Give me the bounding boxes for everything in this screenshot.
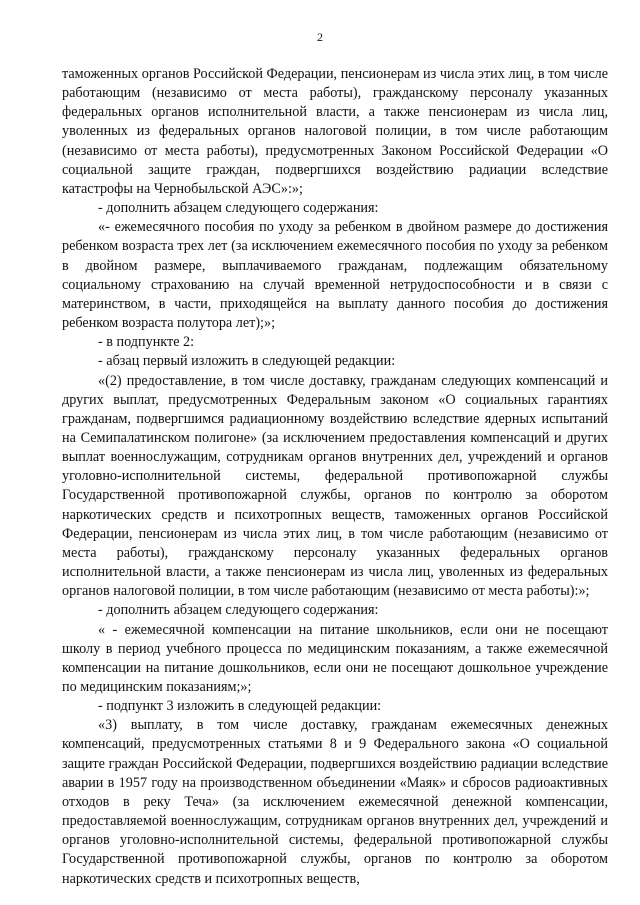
paragraph: - абзац первый изложить в следующей редакции:: [98, 353, 396, 370]
paragraph: - дополнить абзацем следующего содержания:: [98, 200, 379, 217]
paragraph: «3) выплату, в том числе доставку, гражданам ежемесячных денежных компенсаций, предусмотренных статьями 8 и 9 Федерального закона «О социальной защите граждан Российской Федерации, подвергшихся воздействию радиации вследствие аварии в 1957 году на производственном объединении «Маяк» и сбросов радиоактивных отходов в реку Теча» (за исключением ежемесячной денежной компенсации, предоставляемой военнослужащим, сотрудникам органов внутренних дел, учреждений и органов уголовно-исполнительной системы, федеральной противопожарной службы Государственной противопожарной службы, органов по контролю за оборотом наркотических средств и психотропных веществ,: [62, 717, 608, 887]
page-number: 2: [317, 30, 323, 44]
paragraph: - в подпункте 2:: [98, 334, 195, 351]
paragraph: - подпункт 3 изложить в следующей редакции:: [98, 698, 382, 715]
paragraph: «- ежемесячного пособия по уходу за ребенком в двойном размере до достижения ребенком возраста трех лет (за исключением ежемесячного пособия по уходу за ребенком в двойном размере, выплачиваемого гражданам, подлежащим обязательному социальному страхованию на случай временной нетрудоспособности и в связи с материнством, в части, приходящейся на выплату данного пособия до достижения ребенком возраста полутора лет);»;: [62, 219, 608, 332]
paragraph: « - ежемесячной компенсации на питание школьников, если они не посещают школу в период учебного процесса по медицинским показаниям, а также ежемесячной компенсации на питание дошкольников, если они не посещают дошкольное учреждение по медицинским показаниям;»;: [62, 621, 608, 695]
paragraph: - дополнить абзацем следующего содержания:: [98, 602, 379, 619]
paragraph: таможенных органов Российской Федерации, пенсионерам из числа этих лиц, в том числе работающим (независимо от места работы), гражданскому персоналу указанных федеральных органов исполнительной власти, а также пенсионерам из числа лиц, уволенных из федеральных органов налоговой полиции, в том числе работающим (независимо от места работы), предусмотренных Законом Российской Федерации «О социальной защите граждан, подвергшихся воздействию радиации вследствие катастрофы на Чернобыльской АЭС»:»;: [62, 66, 608, 197]
paragraph: «(2) предоставление, в том числе доставку, гражданам следующих компенсаций и других выплат, предусмотренных Федеральным законом «О социальных гарантиях гражданам, подвергшимся радиационному воздействию вследствие ядерных испытаний на Семипалатинском полигоне» (за исключением предоставления компенсаций и других выплат военнослужащим, сотрудникам органов внутренних дел, учреждений и органов уголовно-исполнительной системы, федеральной противопожарной службы Государственной противопожарной службы, органов по контролю за оборотом наркотических средств и психотропных веществ, таможенных органов Российской Федерации, пенсионерам из числа этих лиц, в том числе работающим (независимо от места работы), гражданскому персоналу указанных федеральных органов исполнительной власти, а также пенсионерам из числа лиц, уволенных из федеральных органов налоговой полиции, в том числе работающим (независимо от места работы):»;: [62, 372, 608, 600]
document-body: [62, 65, 608, 889]
